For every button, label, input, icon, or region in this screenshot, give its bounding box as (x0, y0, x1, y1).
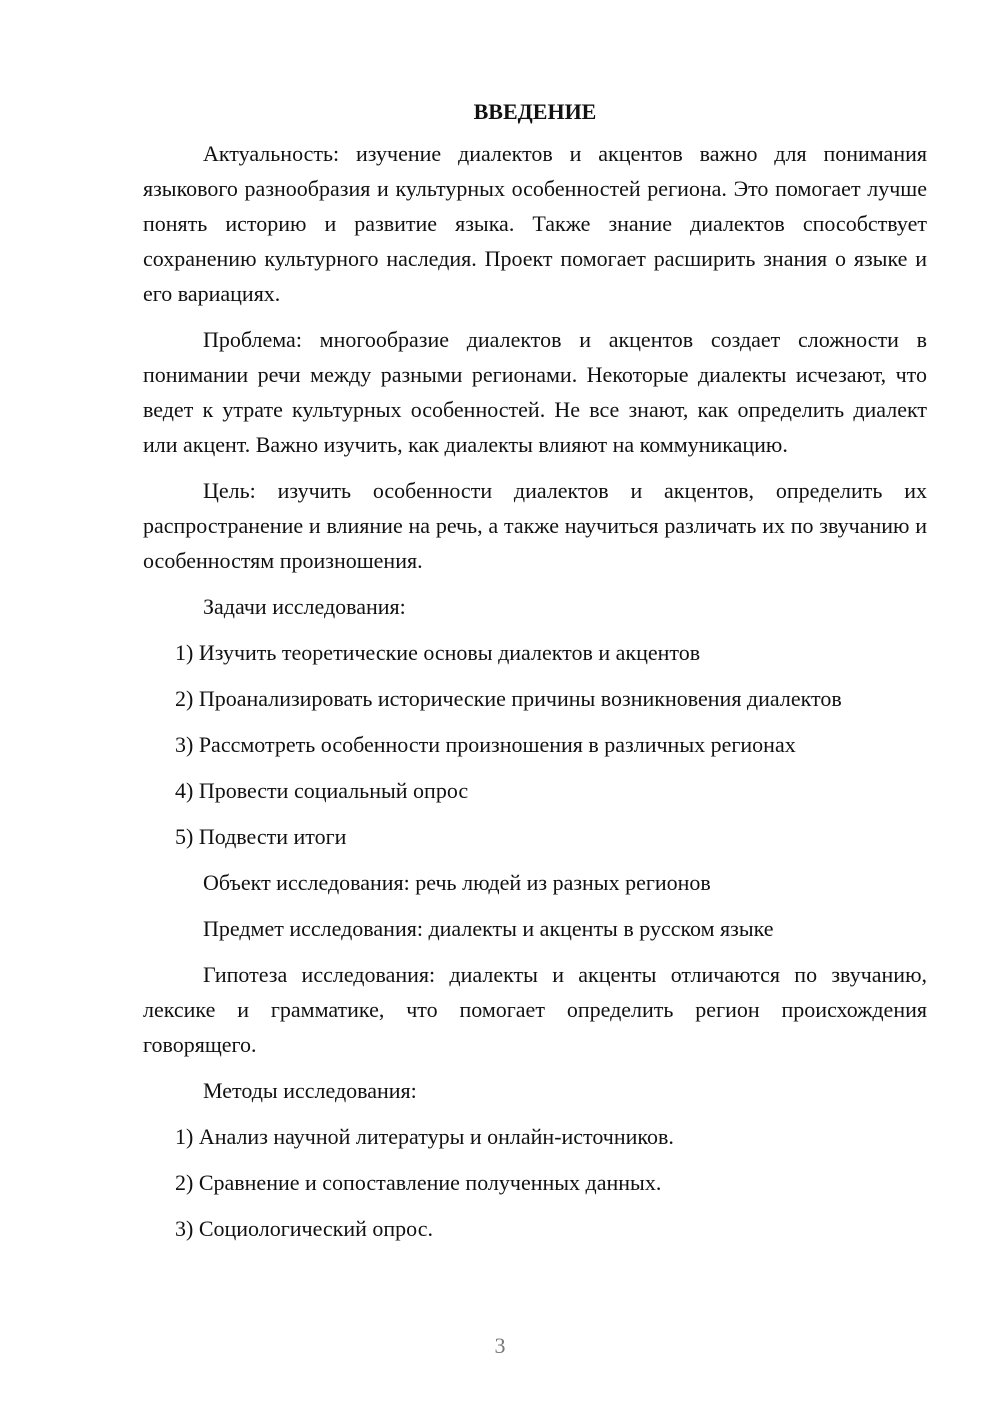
task-item-5: 5) Подвести итоги (175, 824, 347, 849)
page-number: 3 (494, 1333, 506, 1358)
research-hypothesis: Гипотеза исследования: диалекты и акценты отличаются по звучанию, лексике и грамматике, что помогает определить регион происхождения говорящего. (143, 962, 927, 1057)
paragraph-goal: Цель: изучить особенности диалектов и акцентов, определить их распространение и влияние на речь, а также научиться различать их по звучанию и особенностям произношения. (143, 478, 927, 573)
research-object: Объект исследования: речь людей из разных регионов (203, 870, 711, 895)
page-title: ВВЕДЕНИЕ (473, 99, 597, 124)
method-item-3: 3) Социологический опрос. (175, 1216, 433, 1241)
research-subject: Предмет исследования: диалекты и акценты в русском языке (203, 916, 774, 941)
method-item-1: 1) Анализ научной литературы и онлайн-источников. (175, 1124, 674, 1149)
task-item-3: 3) Рассмотреть особенности произношения в различных регионах (175, 732, 796, 757)
task-item-2: 2) Проанализировать исторические причины возникновения диалектов (175, 686, 842, 711)
paragraph-relevance: Актуальность: изучение диалектов и акцентов важно для понимания языкового разнообразия и культурных особенностей региона. Это помогает лучше понять историю и развитие языка. Также знание диалектов способствует сохранению культурного наследия. Проект помогает расширить знания о языке и его вариациях. (143, 141, 927, 306)
method-item-2: 2) Сравнение и сопоставление полученных данных. (175, 1170, 662, 1195)
task-item-1: 1) Изучить теоретические основы диалектов и акцентов (175, 640, 701, 665)
methods-heading: Методы исследования: (203, 1078, 417, 1103)
tasks-heading: Задачи исследования: (203, 594, 406, 619)
paragraph-problem: Проблема: многообразие диалектов и акцентов создает сложности в понимании речи между разными регионами. Некоторые диалекты исчезают, что ведет к утрате культурных особенностей. Не все знают, как определить диалект или акцент. Важно изучить, как диалекты влияют на коммуникацию. (143, 327, 927, 457)
task-item-4: 4) Провести социальный опрос (175, 778, 469, 803)
document-body (143, 94, 927, 1257)
